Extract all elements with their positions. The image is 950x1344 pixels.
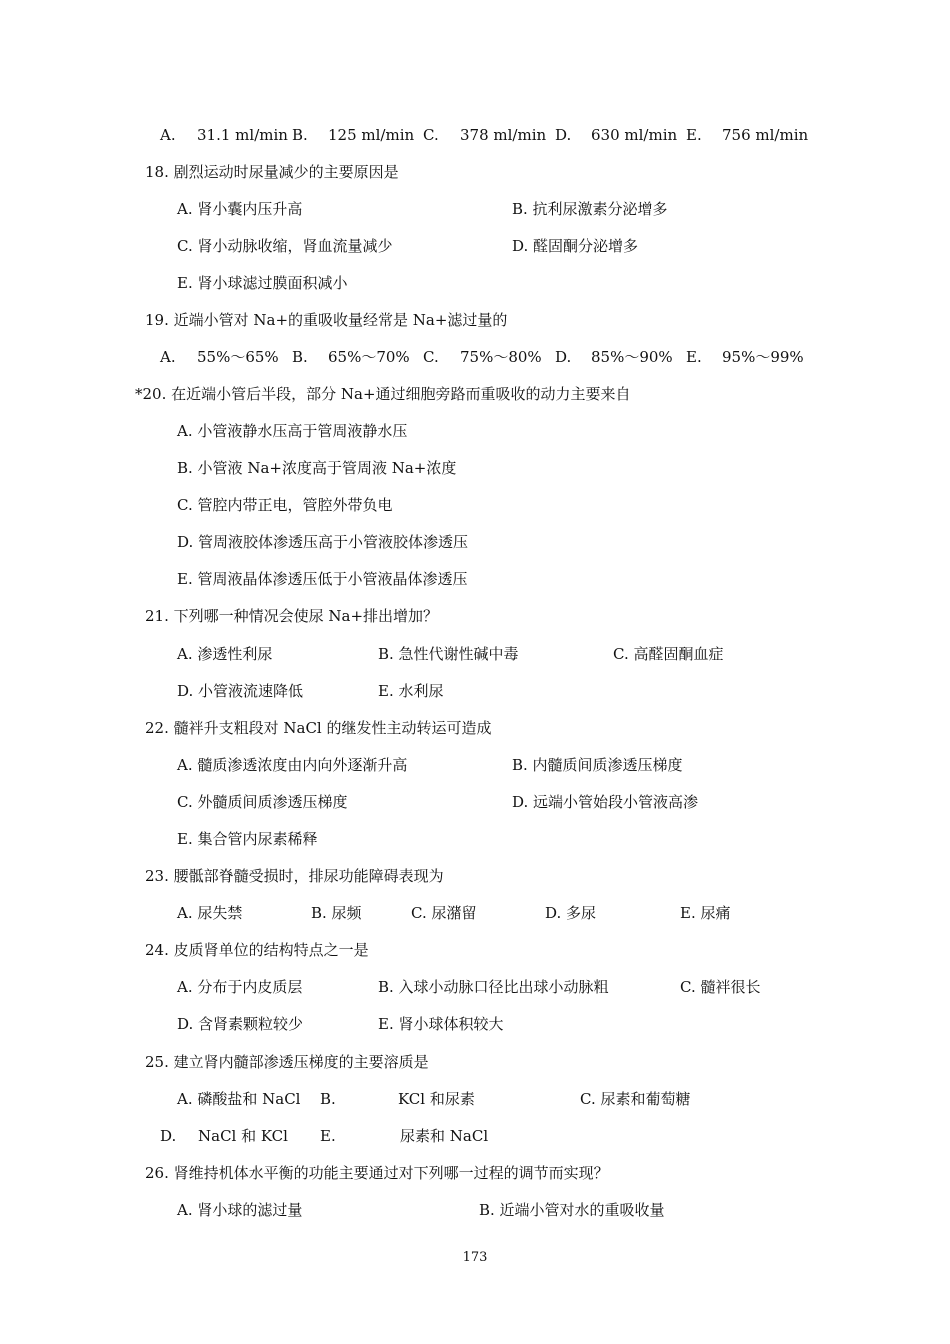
q21-option-b: B. 急性代谢性碱中毒 xyxy=(378,645,519,663)
q26-option-a: A. 肾小球的滤过量 xyxy=(177,1201,303,1219)
q23-option-d: D. 多尿 xyxy=(545,904,597,922)
q25-option-b-text: KCl 和尿素 xyxy=(398,1090,475,1108)
q19-option-e-text: 95%～99% xyxy=(722,348,804,366)
q25-option-b-letter: B. xyxy=(320,1090,336,1108)
q18-option-d: D. 醛固酮分泌增多 xyxy=(512,237,639,255)
q22-option-e: E. 集合管内尿素稀释 xyxy=(177,830,318,848)
q17-option-b-text: 125 ml/min xyxy=(328,126,415,144)
q24-option-a: A. 分布于内皮质层 xyxy=(177,978,303,996)
q19-option-a-text: 55%～65% xyxy=(197,348,279,366)
q23-option-a: A. 尿失禁 xyxy=(177,904,243,922)
q24-option-b: B. 入球小动脉口径比出球小动脉粗 xyxy=(378,978,609,996)
question-18-stem: 18. 剧烈运动时尿量减少的主要原因是 xyxy=(145,163,399,181)
q18-option-c: C. 肾小动脉收缩，肾血流量减少 xyxy=(177,237,393,255)
q17-option-e-text: 756 ml/min xyxy=(722,126,809,144)
q21-option-d: D. 小管液流速降低 xyxy=(177,682,304,700)
q19-option-a-letter: A. xyxy=(160,348,176,366)
q18-option-a: A. 肾小囊内压升高 xyxy=(177,200,303,218)
q23-option-e: E. 尿痛 xyxy=(680,904,731,922)
q19-option-e-letter: E. xyxy=(686,348,702,366)
q17-option-a-letter: A. xyxy=(160,126,176,144)
q23-option-b: B. 尿频 xyxy=(311,904,362,922)
q18-option-e: E. 肾小球滤过膜面积减小 xyxy=(177,274,348,292)
question-22-stem: 22. 髓袢升支粗段对 NaCl 的继发性主动转运可造成 xyxy=(145,719,492,737)
q19-option-c-letter: C. xyxy=(423,348,439,366)
question-19-stem: 19. 近端小管对 Na+的重吸收量经常是 Na+滤过量的 xyxy=(145,311,508,329)
q19-option-b-text: 65%～70% xyxy=(328,348,410,366)
q17-option-d-letter: D. xyxy=(555,126,572,144)
q22-option-a: A. 髓质渗透浓度由内向外逐渐升高 xyxy=(177,756,408,774)
q20-option-a: A. 小管液静水压高于管周液静水压 xyxy=(177,422,408,440)
q25-option-a: A. 磷酸盐和 NaCl xyxy=(177,1090,301,1108)
q19-option-b-letter: B. xyxy=(292,348,308,366)
q20-option-d: D. 管周液胶体渗透压高于小管液胶体渗透压 xyxy=(177,533,469,551)
q17-option-e-letter: E. xyxy=(686,126,702,144)
question-25-stem: 25. 建立肾内髓部渗透压梯度的主要溶质是 xyxy=(145,1053,429,1071)
q25-option-d-letter: D. xyxy=(160,1127,177,1145)
q17-option-c-letter: C. xyxy=(423,126,439,144)
q19-option-d-letter: D. xyxy=(555,348,572,366)
q21-option-c: C. 高醛固酮血症 xyxy=(613,645,724,663)
q22-option-d: D. 远端小管始段小管液高渗 xyxy=(512,793,699,811)
q24-option-d: D. 含肾素颗粒较少 xyxy=(177,1015,304,1033)
q23-option-c: C. 尿潴留 xyxy=(411,904,477,922)
q17-option-c-text: 378 ml/min xyxy=(460,126,547,144)
q25-option-d-text: NaCl 和 KCl xyxy=(198,1127,288,1145)
q20-option-e: E. 管周液晶体渗透压低于小管液晶体渗透压 xyxy=(177,570,468,588)
q19-option-d-text: 85%～90% xyxy=(591,348,673,366)
q22-option-b: B. 内髓质间质渗透压梯度 xyxy=(512,756,683,774)
q20-option-c: C. 管腔内带正电，管腔外带负电 xyxy=(177,496,393,514)
question-20-stem: *20. 在近端小管后半段，部分 Na+通过细胞旁路而重吸收的动力主要来自 xyxy=(135,385,631,403)
q22-option-c: C. 外髓质间质渗透压梯度 xyxy=(177,793,348,811)
q25-option-e-letter: E. xyxy=(320,1127,336,1145)
q19-option-c-text: 75%～80% xyxy=(460,348,542,366)
question-21-stem: 21. 下列哪一种情况会使尿 Na+排出增加？ xyxy=(145,607,439,625)
q25-option-e-text: 尿素和 NaCl xyxy=(400,1127,489,1145)
q18-option-b: B. 抗利尿激素分泌增多 xyxy=(512,200,668,218)
q17-option-b-letter: B. xyxy=(292,126,308,144)
q17-option-d-text: 630 ml/min xyxy=(591,126,678,144)
question-24-stem: 24. 皮质肾单位的结构特点之一是 xyxy=(145,941,369,959)
q17-option-a-text: 31.1 ml/min xyxy=(197,126,288,144)
question-23-stem: 23. 腰骶部脊髓受损时，排尿功能障碍表现为 xyxy=(145,867,444,885)
question-26-stem: 26. 肾维持机体水平衡的功能主要通过对下列哪一过程的调节而实现？ xyxy=(145,1164,609,1182)
q24-option-c: C. 髓袢很长 xyxy=(680,978,761,996)
q20-option-b: B. 小管液 Na+浓度高于管周液 Na+浓度 xyxy=(177,459,457,477)
q21-option-a: A. 渗透性利尿 xyxy=(177,645,273,663)
q25-option-c: C. 尿素和葡萄糖 xyxy=(580,1090,691,1108)
page-number: 173 xyxy=(462,1250,488,1265)
q24-option-e: E. 肾小球体积较大 xyxy=(378,1015,504,1033)
q21-option-e: E. 水利尿 xyxy=(378,682,444,700)
q26-option-b: B. 近端小管对水的重吸收量 xyxy=(479,1201,665,1219)
